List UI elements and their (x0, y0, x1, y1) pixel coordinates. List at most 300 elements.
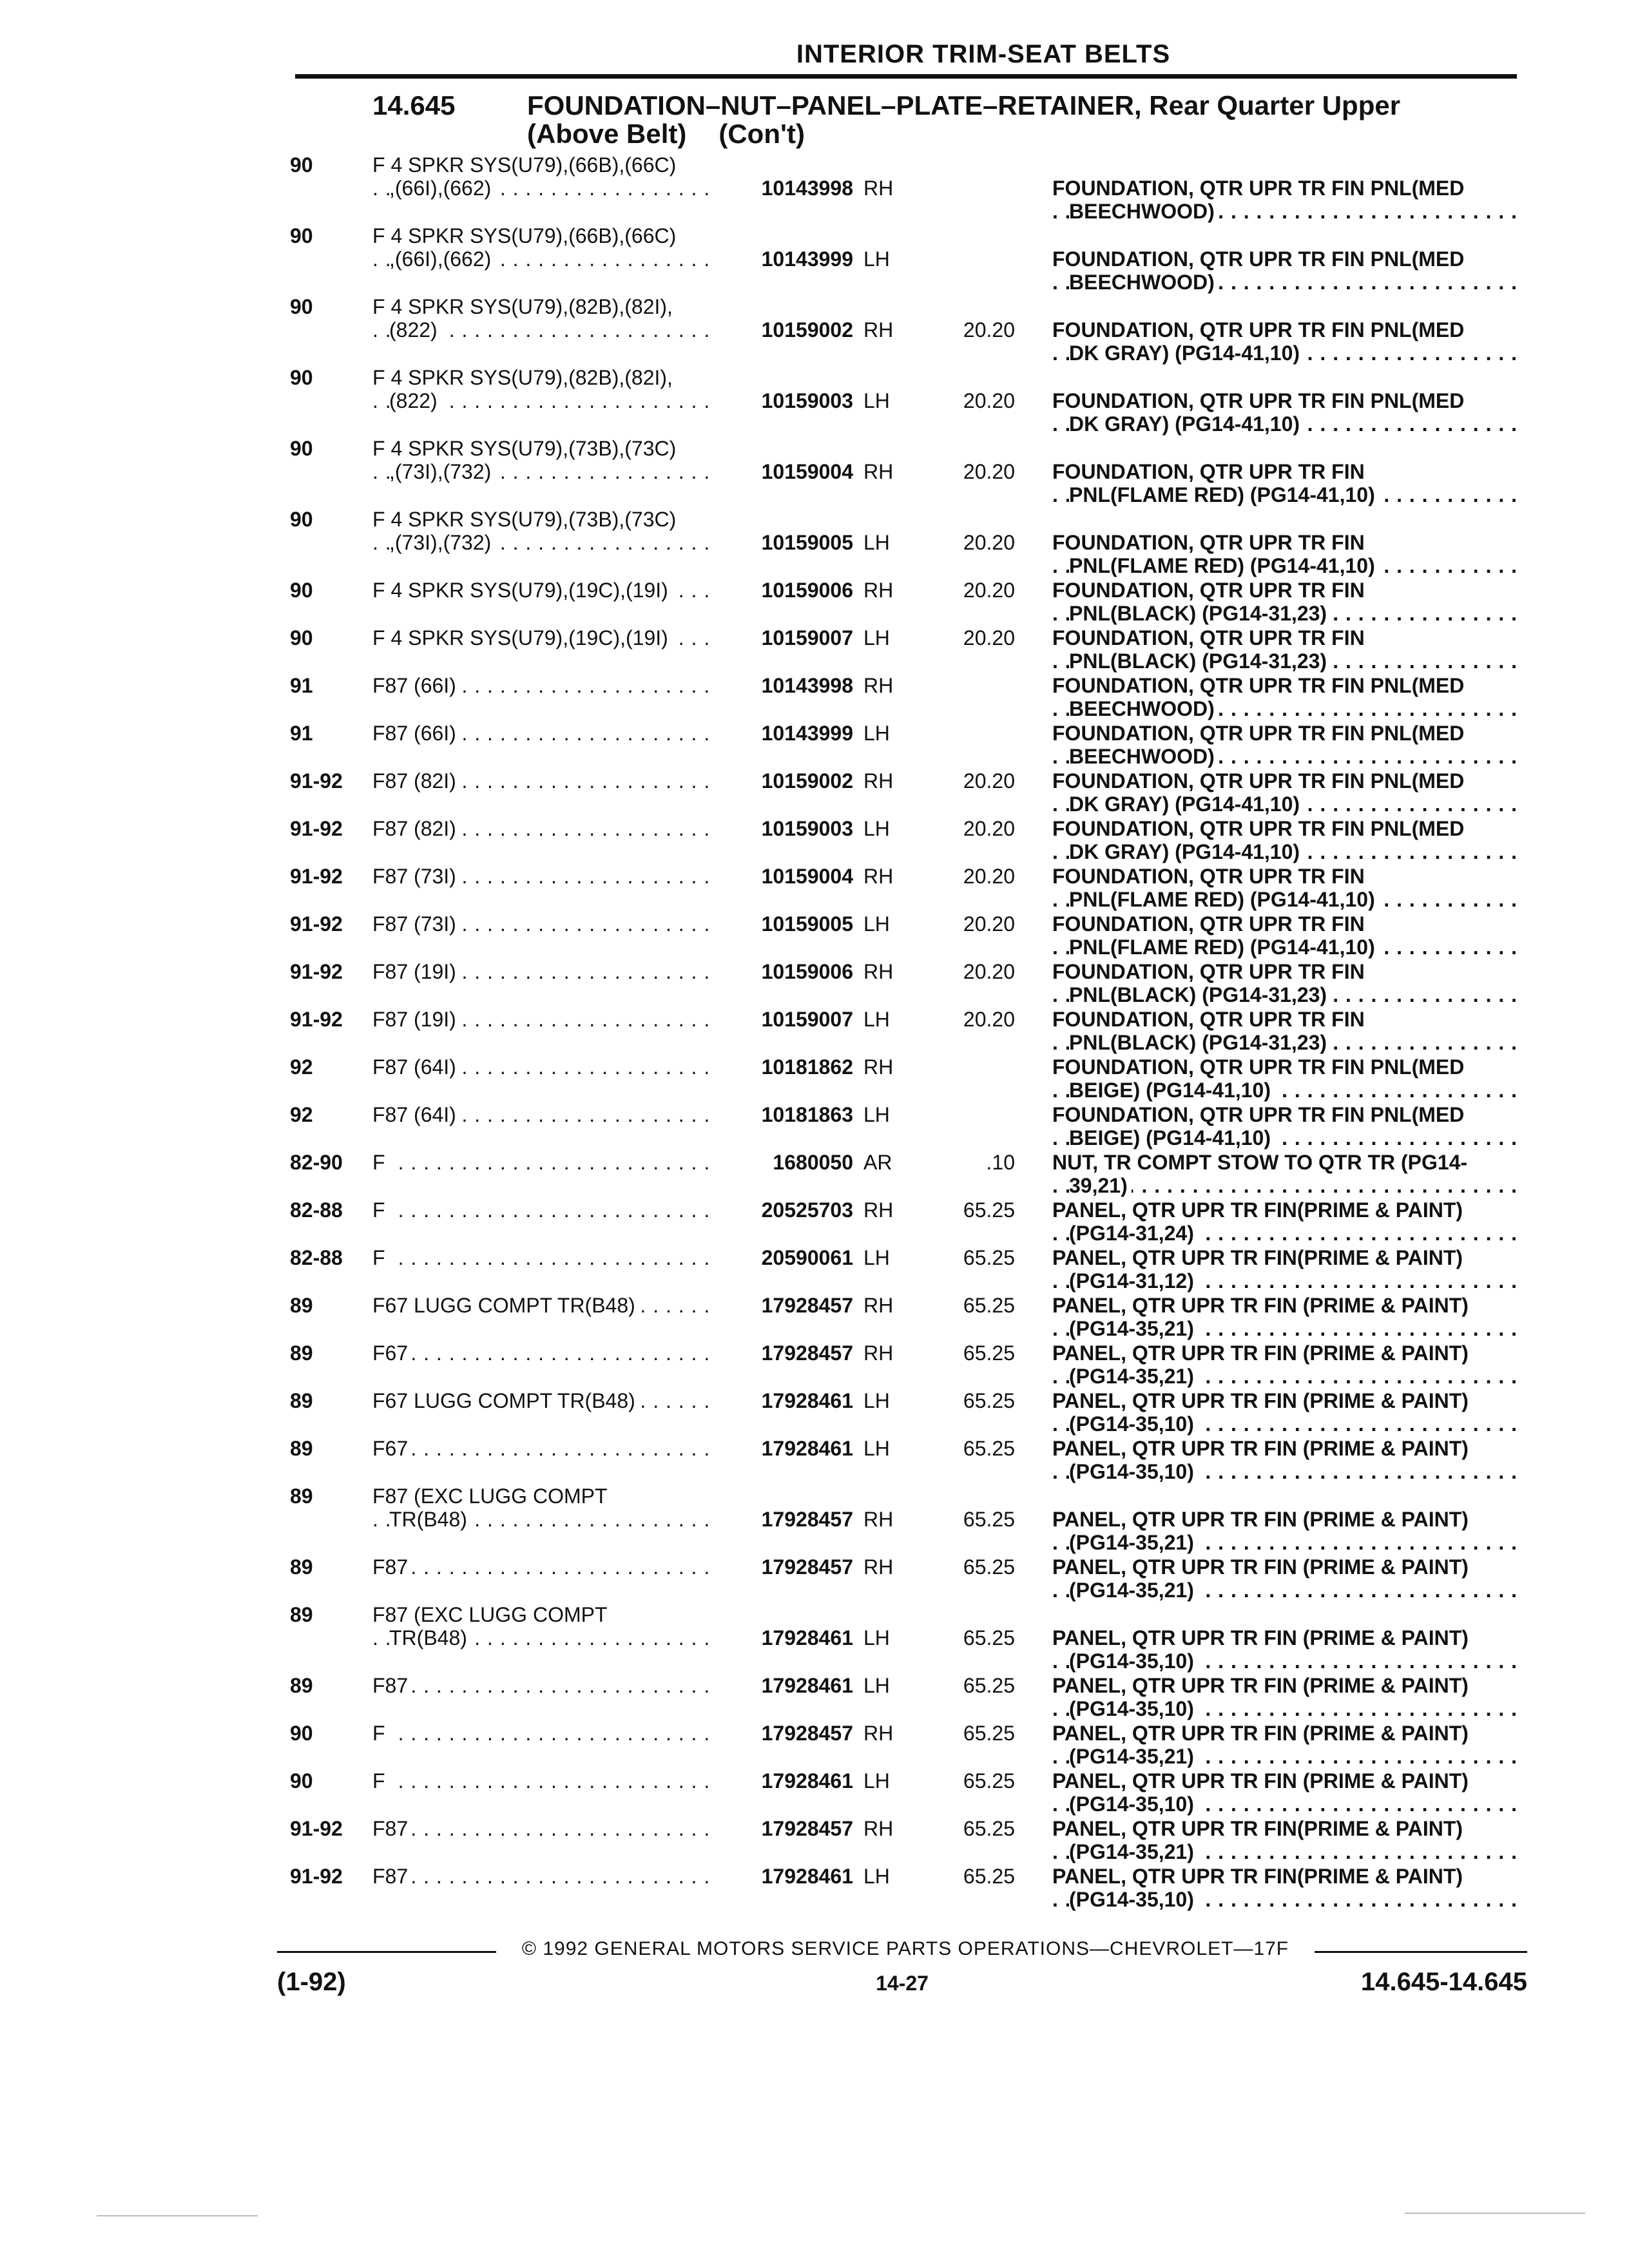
list-price: 20.20 (963, 960, 1015, 983)
list-price: 20.20 (963, 531, 1015, 554)
part-description (1052, 460, 1521, 506)
part-row (290, 508, 1521, 577)
model-application-line: F (372, 1198, 389, 1222)
side-code: LH (863, 1008, 890, 1031)
side-code: LH (863, 247, 890, 271)
list-price: 65.25 (963, 1389, 1015, 1412)
part-description-line: NUT, TR COMPT STOW TO QTR TR (PG14- (1052, 1151, 1471, 1174)
part-row (290, 1294, 1521, 1340)
model-application (372, 722, 717, 745)
part-description-line: PANEL, QTR UPR TR FIN (PRIME & PAINT) (1052, 1389, 1472, 1412)
list-price: 65.25 (963, 1769, 1015, 1792)
model-year: 91-92 (290, 912, 343, 936)
part-row (290, 1008, 1521, 1054)
part-description-line: DK GRAY) (PG14-41,10) (1069, 840, 1304, 863)
model-application-line: F87 (19I) (372, 1008, 460, 1031)
part-description-line: (PG14-35,10) (1069, 1460, 1198, 1483)
side-code: RH (863, 674, 894, 697)
part-description (1052, 1769, 1521, 1816)
part-number: 10181862 (761, 1055, 853, 1079)
part-description-line: BEIGE) (PG14-41,10) (1069, 1126, 1275, 1149)
part-description-line: PANEL, QTR UPR TR FIN (PRIME & PAINT) (1052, 1626, 1472, 1649)
section-subtitle: (Above Belt) (527, 119, 687, 149)
model-application (372, 1722, 717, 1745)
model-application-line: F67 (372, 1437, 412, 1460)
model-application-line: F (372, 1722, 389, 1745)
model-year: 91-92 (290, 960, 343, 983)
list-price: 65.25 (963, 1246, 1015, 1269)
model-application (372, 1151, 717, 1174)
list-price: 65.25 (963, 1508, 1015, 1531)
model-year: 92 (290, 1103, 313, 1126)
model-application (372, 1294, 717, 1317)
model-application (372, 508, 717, 554)
model-year: 82-90 (290, 1151, 343, 1174)
part-row (290, 295, 1521, 365)
list-price: 20.20 (963, 626, 1015, 649)
model-year: 90 (290, 1769, 313, 1792)
part-description-line: PANEL, QTR UPR TR FIN (PRIME & PAINT) (1052, 1294, 1472, 1317)
model-application-line: F87 (EXC LUGG COMPT (372, 1603, 612, 1626)
part-description (1052, 1508, 1521, 1554)
page-header (295, 40, 1517, 79)
part-number: 10159002 (761, 318, 853, 341)
model-application-line: F 4 SPKR SYS(U79),(82B),(82I), (372, 295, 677, 318)
part-description-line: DK GRAY) (PG14-41,10) (1069, 793, 1304, 816)
part-description-line: PNL(BLACK) (PG14-31,23) (1069, 649, 1331, 673)
page-footer (277, 1938, 1527, 1996)
model-application (372, 626, 717, 649)
part-description-line: FOUNDATION, QTR UPR TR FIN (1052, 626, 1369, 649)
model-application-line: F 4 SPKR SYS(U79),(66B),(66C) (372, 153, 680, 177)
model-year: 89 (290, 1437, 313, 1460)
part-description (1052, 1626, 1521, 1673)
part-description (1052, 389, 1521, 436)
model-application (372, 960, 717, 983)
model-year: 82-88 (290, 1246, 343, 1269)
list-price: 20.20 (963, 318, 1015, 341)
part-row (290, 1341, 1521, 1388)
model-year: 90 (290, 579, 313, 602)
part-description-line: (PG14-35,10) (1069, 1888, 1198, 1911)
part-number: 17928457 (761, 1722, 853, 1745)
model-application-line: F87 (372, 1674, 412, 1697)
part-number: 17928457 (761, 1508, 853, 1531)
model-year: 89 (290, 1603, 313, 1626)
model-application (372, 1485, 717, 1531)
part-description-line: DK GRAY) (PG14-41,10) (1069, 341, 1304, 365)
part-description-line: FOUNDATION, QTR UPR TR FIN PNL(MED (1052, 247, 1468, 271)
model-application-line: F67 (372, 1341, 412, 1365)
part-row (290, 1865, 1521, 1911)
side-code: RH (863, 1508, 894, 1531)
footer-bottom (277, 1964, 1527, 1996)
part-row (290, 960, 1521, 1006)
list-price: 20.20 (963, 817, 1015, 840)
model-year: 89 (290, 1485, 313, 1508)
list-price: 65.25 (963, 1294, 1015, 1317)
model-application (372, 295, 717, 341)
part-row (290, 1389, 1521, 1436)
side-code: RH (863, 460, 894, 483)
part-description (1052, 579, 1521, 625)
side-code: LH (863, 1389, 890, 1412)
part-number: 17928461 (761, 1437, 853, 1460)
part-row (290, 579, 1521, 625)
model-application-line: F87 (82I) (372, 817, 460, 840)
side-code: LH (863, 912, 890, 936)
scan-artifact (97, 2215, 258, 2216)
model-application-line: F (372, 1151, 389, 1174)
part-number: 10143998 (761, 177, 853, 200)
list-price: 65.25 (963, 1555, 1015, 1579)
part-description-line: (PG14-35,10) (1069, 1412, 1198, 1436)
model-application-line: ,(66I),(662) (389, 177, 495, 200)
part-number: 10143998 (761, 674, 853, 697)
running-title: INTERIOR TRIM-SEAT BELTS (796, 40, 1171, 68)
model-application-line: F 4 SPKR SYS(U79),(19C),(19I) (372, 626, 672, 649)
model-application-line: TR(B48) (389, 1508, 471, 1531)
part-description-line: (PG14-35,10) (1069, 1649, 1198, 1673)
part-description-line: (PG14-35,21) (1069, 1840, 1198, 1863)
part-number: 17928461 (761, 1769, 853, 1792)
model-application (372, 1817, 717, 1840)
part-row (290, 674, 1521, 720)
model-application-line: F87 (372, 1555, 412, 1579)
part-description-line: (PG14-35,10) (1069, 1792, 1198, 1816)
part-description-line: FOUNDATION, QTR UPR TR FIN PNL(MED (1052, 1055, 1468, 1079)
part-row (290, 1722, 1521, 1768)
part-description-line: FOUNDATION, QTR UPR TR FIN PNL(MED (1052, 318, 1468, 341)
part-description-line: PNL(BLACK) (PG14-31,23) (1069, 602, 1331, 625)
model-year: 91-92 (290, 1817, 343, 1840)
part-description (1052, 1008, 1521, 1054)
continued-label: (Con't) (718, 119, 805, 149)
part-description-line: PNL(FLAME RED) (PG14-41,10) (1069, 888, 1379, 911)
list-price: 65.25 (963, 1674, 1015, 1697)
side-code: RH (863, 177, 894, 200)
page-number: 14-27 (876, 1972, 929, 1995)
side-code: RH (863, 1722, 894, 1745)
part-row (290, 1817, 1521, 1863)
model-year: 90 (290, 366, 313, 389)
part-row (290, 1769, 1521, 1816)
side-code: LH (863, 1437, 890, 1460)
side-code: LH (863, 1246, 890, 1269)
model-application (372, 1103, 717, 1126)
part-description-line: (PG14-35,21) (1069, 1365, 1198, 1388)
part-description (1052, 1151, 1521, 1197)
list-price: 20.20 (963, 912, 1015, 936)
part-number: 10159002 (761, 769, 853, 793)
model-application (372, 865, 717, 888)
part-description-line: FOUNDATION, QTR UPR TR FIN PNL(MED (1052, 722, 1468, 745)
part-description-line: PANEL, QTR UPR TR FIN (PRIME & PAINT) (1052, 1722, 1472, 1745)
part-description (1052, 626, 1521, 673)
part-description (1052, 1389, 1521, 1436)
part-description-line: BEECHWOOD) (1069, 200, 1219, 223)
part-number: 10159003 (761, 817, 853, 840)
model-application (372, 769, 717, 793)
part-number: 10181863 (761, 1103, 853, 1126)
part-number: 20525703 (761, 1198, 853, 1222)
part-description (1052, 1198, 1521, 1245)
part-description-line: (PG14-35,21) (1069, 1579, 1198, 1602)
part-description (1052, 1555, 1521, 1602)
model-year: 91 (290, 722, 313, 745)
parts-list (290, 153, 1521, 1911)
part-description-line: BEIGE) (PG14-41,10) (1069, 1079, 1275, 1102)
list-price: 65.25 (963, 1198, 1015, 1222)
part-description-line: PANEL, QTR UPR TR FIN (PRIME & PAINT) (1052, 1674, 1472, 1697)
model-application (372, 1769, 717, 1792)
model-year: 91-92 (290, 1865, 343, 1888)
part-description-line: BEECHWOOD) (1069, 697, 1219, 720)
list-price: 20.20 (963, 865, 1015, 888)
part-description-line: FOUNDATION, QTR UPR TR FIN PNL(MED (1052, 674, 1468, 697)
model-application-line: F 4 SPKR SYS(U79),(66B),(66C) (372, 224, 680, 247)
model-application-line: TR(B48) (389, 1626, 471, 1649)
model-year: 90 (290, 1722, 313, 1745)
part-description-line: PNL(BLACK) (PG14-31,23) (1069, 983, 1331, 1006)
part-row (290, 912, 1521, 959)
side-code: LH (863, 722, 890, 745)
part-number: 17928461 (761, 1674, 853, 1697)
part-number: 10159006 (761, 579, 853, 602)
section-title: FOUNDATION–NUT–PANEL–PLATE–RETAINER, Rear Quarter Upper (527, 90, 1401, 120)
model-year: 89 (290, 1341, 313, 1365)
part-description-line: PANEL, QTR UPR TR FIN (PRIME & PAINT) (1052, 1508, 1472, 1531)
part-description-line: PNL(FLAME RED) (PG14-41,10) (1069, 936, 1379, 959)
side-code: LH (863, 1865, 890, 1888)
part-row (290, 1151, 1521, 1197)
model-year: 90 (290, 437, 313, 460)
part-description-line: FOUNDATION, QTR UPR TR FIN (1052, 912, 1369, 936)
part-description-line: PANEL, QTR UPR TR FIN (PRIME & PAINT) (1052, 1437, 1472, 1460)
part-description (1052, 177, 1521, 223)
part-row (290, 1103, 1521, 1149)
part-description (1052, 1103, 1521, 1149)
model-application (372, 1865, 717, 1888)
part-description (1052, 817, 1521, 863)
part-row (290, 722, 1521, 768)
model-application-line: ,(73I),(732) (389, 531, 495, 554)
model-application-line: F67 LUGG COMPT TR(B48) (372, 1294, 639, 1317)
side-code: RH (863, 865, 894, 888)
model-year: 90 (290, 626, 313, 649)
model-application-line: F 4 SPKR SYS(U79),(82B),(82I), (372, 366, 677, 389)
model-application (372, 1674, 717, 1697)
footer-copyright-line (277, 1938, 1527, 1964)
part-description-line: PANEL, QTR UPR TR FIN(PRIME & PAINT) (1052, 1817, 1467, 1840)
part-description (1052, 531, 1521, 577)
list-price: 65.25 (963, 1437, 1015, 1460)
part-number: 17928461 (761, 1626, 853, 1649)
model-application (372, 1555, 717, 1579)
model-application-line: ,(66I),(662) (389, 247, 495, 271)
model-year: 89 (290, 1555, 313, 1579)
model-application-line: F87 (64I) (372, 1055, 460, 1079)
part-number: 10159005 (761, 531, 853, 554)
part-number: 10143999 (761, 247, 853, 271)
model-application-line: F 4 SPKR SYS(U79),(73B),(73C) (372, 508, 680, 531)
list-price: 65.25 (963, 1341, 1015, 1365)
side-code: LH (863, 626, 890, 649)
header-rule (295, 74, 1517, 79)
list-price: 65.25 (963, 1817, 1015, 1840)
part-description-line: (PG14-35,21) (1069, 1531, 1198, 1554)
part-description-line: (PG14-35,10) (1069, 1697, 1198, 1720)
part-number: 17928461 (761, 1865, 853, 1888)
list-price: 20.20 (963, 1008, 1015, 1031)
part-description-line: FOUNDATION, QTR UPR TR FIN (1052, 531, 1369, 554)
part-row (290, 224, 1521, 294)
part-number: 10159005 (761, 912, 853, 936)
part-row (290, 1603, 1521, 1673)
model-year: 91-92 (290, 865, 343, 888)
side-code: RH (863, 1198, 894, 1222)
model-application-line: F87 (66I) (372, 674, 460, 697)
part-description (1052, 1294, 1521, 1340)
part-description (1052, 1055, 1521, 1102)
model-application-line: F87 (372, 1865, 412, 1888)
part-number: 10159003 (761, 389, 853, 412)
model-application (372, 674, 717, 697)
side-code: RH (863, 1055, 894, 1079)
model-application-line: F 4 SPKR SYS(U79),(73B),(73C) (372, 437, 680, 460)
model-year: 89 (290, 1389, 313, 1412)
part-description (1052, 722, 1521, 768)
part-description-line: 39,21) (1069, 1174, 1132, 1197)
part-description-line: FOUNDATION, QTR UPR TR FIN PNL(MED (1052, 177, 1468, 200)
part-description-line: FOUNDATION, QTR UPR TR FIN PNL(MED (1052, 1103, 1468, 1126)
part-description (1052, 1437, 1521, 1483)
model-year: 89 (290, 1294, 313, 1317)
part-description-line: PNL(FLAME RED) (PG14-41,10) (1069, 554, 1379, 577)
part-description (1052, 674, 1521, 720)
section-number: 14.645 (372, 90, 456, 120)
side-code: LH (863, 817, 890, 840)
part-description-line: (PG14-31,12) (1069, 1269, 1198, 1293)
model-application (372, 1389, 717, 1412)
side-code: RH (863, 960, 894, 983)
model-application-line: (822) (389, 389, 441, 412)
part-description (1052, 1246, 1521, 1293)
part-description-line: PANEL, QTR UPR TR FIN (PRIME & PAINT) (1052, 1769, 1472, 1792)
part-number: 17928461 (761, 1389, 853, 1412)
model-application-line: F87 (19I) (372, 960, 460, 983)
part-description-line: BEECHWOOD) (1069, 271, 1219, 294)
part-description-line: DK GRAY) (PG14-41,10) (1069, 412, 1304, 436)
part-description-line: PNL(FLAME RED) (PG14-41,10) (1069, 483, 1379, 506)
part-description-line: (PG14-35,21) (1069, 1317, 1198, 1340)
revision-date: (1-92) (277, 1968, 346, 1996)
side-code: LH (863, 1769, 890, 1792)
model-application (372, 1603, 717, 1649)
part-description (1052, 1341, 1521, 1388)
scan-artifact (1405, 2213, 1585, 2214)
side-code: RH (863, 1341, 894, 1365)
footer-rule-right (1315, 1951, 1527, 1953)
part-description-line: FOUNDATION, QTR UPR TR FIN PNL(MED (1052, 817, 1468, 840)
model-year: 92 (290, 1055, 313, 1079)
part-number: 10159004 (761, 460, 853, 483)
part-description (1052, 960, 1521, 1006)
model-application (372, 1008, 717, 1031)
part-row (290, 366, 1521, 436)
part-description-line: FOUNDATION, QTR UPR TR FIN PNL(MED (1052, 389, 1468, 412)
part-description-line: FOUNDATION, QTR UPR TR FIN PNL(MED (1052, 769, 1468, 793)
model-application-line: F87 (64I) (372, 1103, 460, 1126)
model-application-line: F87 (372, 1817, 412, 1840)
model-year: 91 (290, 674, 313, 697)
list-price: 20.20 (963, 389, 1015, 412)
model-application (372, 912, 717, 936)
model-year: 90 (290, 295, 313, 318)
list-price: 20.20 (963, 769, 1015, 793)
part-description (1052, 247, 1521, 294)
side-code: RH (863, 1817, 894, 1840)
side-code: LH (863, 1103, 890, 1126)
side-code: RH (863, 318, 894, 341)
model-application-line: F87 (66I) (372, 722, 460, 745)
part-description-line: PANEL, QTR UPR TR FIN (PRIME & PAINT) (1052, 1555, 1472, 1579)
model-year: 90 (290, 508, 313, 531)
copyright-notice: © 1992 GENERAL MOTORS SERVICE PARTS OPERATIONS—CHEVROLET—17F (521, 1938, 1289, 1959)
part-description (1052, 1722, 1521, 1768)
model-application (372, 224, 717, 271)
model-application (372, 579, 717, 602)
model-application (372, 437, 717, 483)
part-description-line: PANEL, QTR UPR TR FIN(PRIME & PAINT) (1052, 1198, 1467, 1222)
part-description (1052, 1817, 1521, 1863)
part-description-line: FOUNDATION, QTR UPR TR FIN (1052, 1008, 1369, 1031)
model-application-line: F87 (73I) (372, 912, 460, 936)
list-price: 20.20 (963, 579, 1015, 602)
part-description-line: FOUNDATION, QTR UPR TR FIN (1052, 960, 1369, 983)
section-range: 14.645-14.645 (1360, 1968, 1527, 1996)
part-row (290, 626, 1521, 673)
side-code: RH (863, 1294, 894, 1317)
part-row (290, 437, 1521, 506)
part-number: 17928457 (761, 1294, 853, 1317)
list-price: 20.20 (963, 460, 1015, 483)
model-year: 90 (290, 224, 313, 247)
part-row (290, 153, 1521, 223)
part-row (290, 1555, 1521, 1602)
list-price: 65.25 (963, 1626, 1015, 1649)
model-application (372, 1437, 717, 1460)
part-description (1052, 865, 1521, 911)
part-description (1052, 318, 1521, 365)
side-code: AR (863, 1151, 892, 1174)
model-application-line: F (372, 1246, 389, 1269)
part-description-line: FOUNDATION, QTR UPR TR FIN (1052, 865, 1369, 888)
part-number: 10159006 (761, 960, 853, 983)
section-heading (372, 91, 1519, 148)
model-application (372, 1055, 717, 1079)
model-application (372, 1246, 717, 1269)
part-number: 17928457 (761, 1341, 853, 1365)
part-description-line: (PG14-31,24) (1069, 1222, 1198, 1245)
part-number: 10159007 (761, 626, 853, 649)
part-description-line: (PG14-35,21) (1069, 1745, 1198, 1768)
part-number: 10159007 (761, 1008, 853, 1031)
model-application-line: F 4 SPKR SYS(U79),(19C),(19I) (372, 579, 672, 602)
part-description-line: FOUNDATION, QTR UPR TR FIN (1052, 579, 1369, 602)
part-number: 17928457 (761, 1555, 853, 1579)
part-number: 20590061 (761, 1246, 853, 1269)
